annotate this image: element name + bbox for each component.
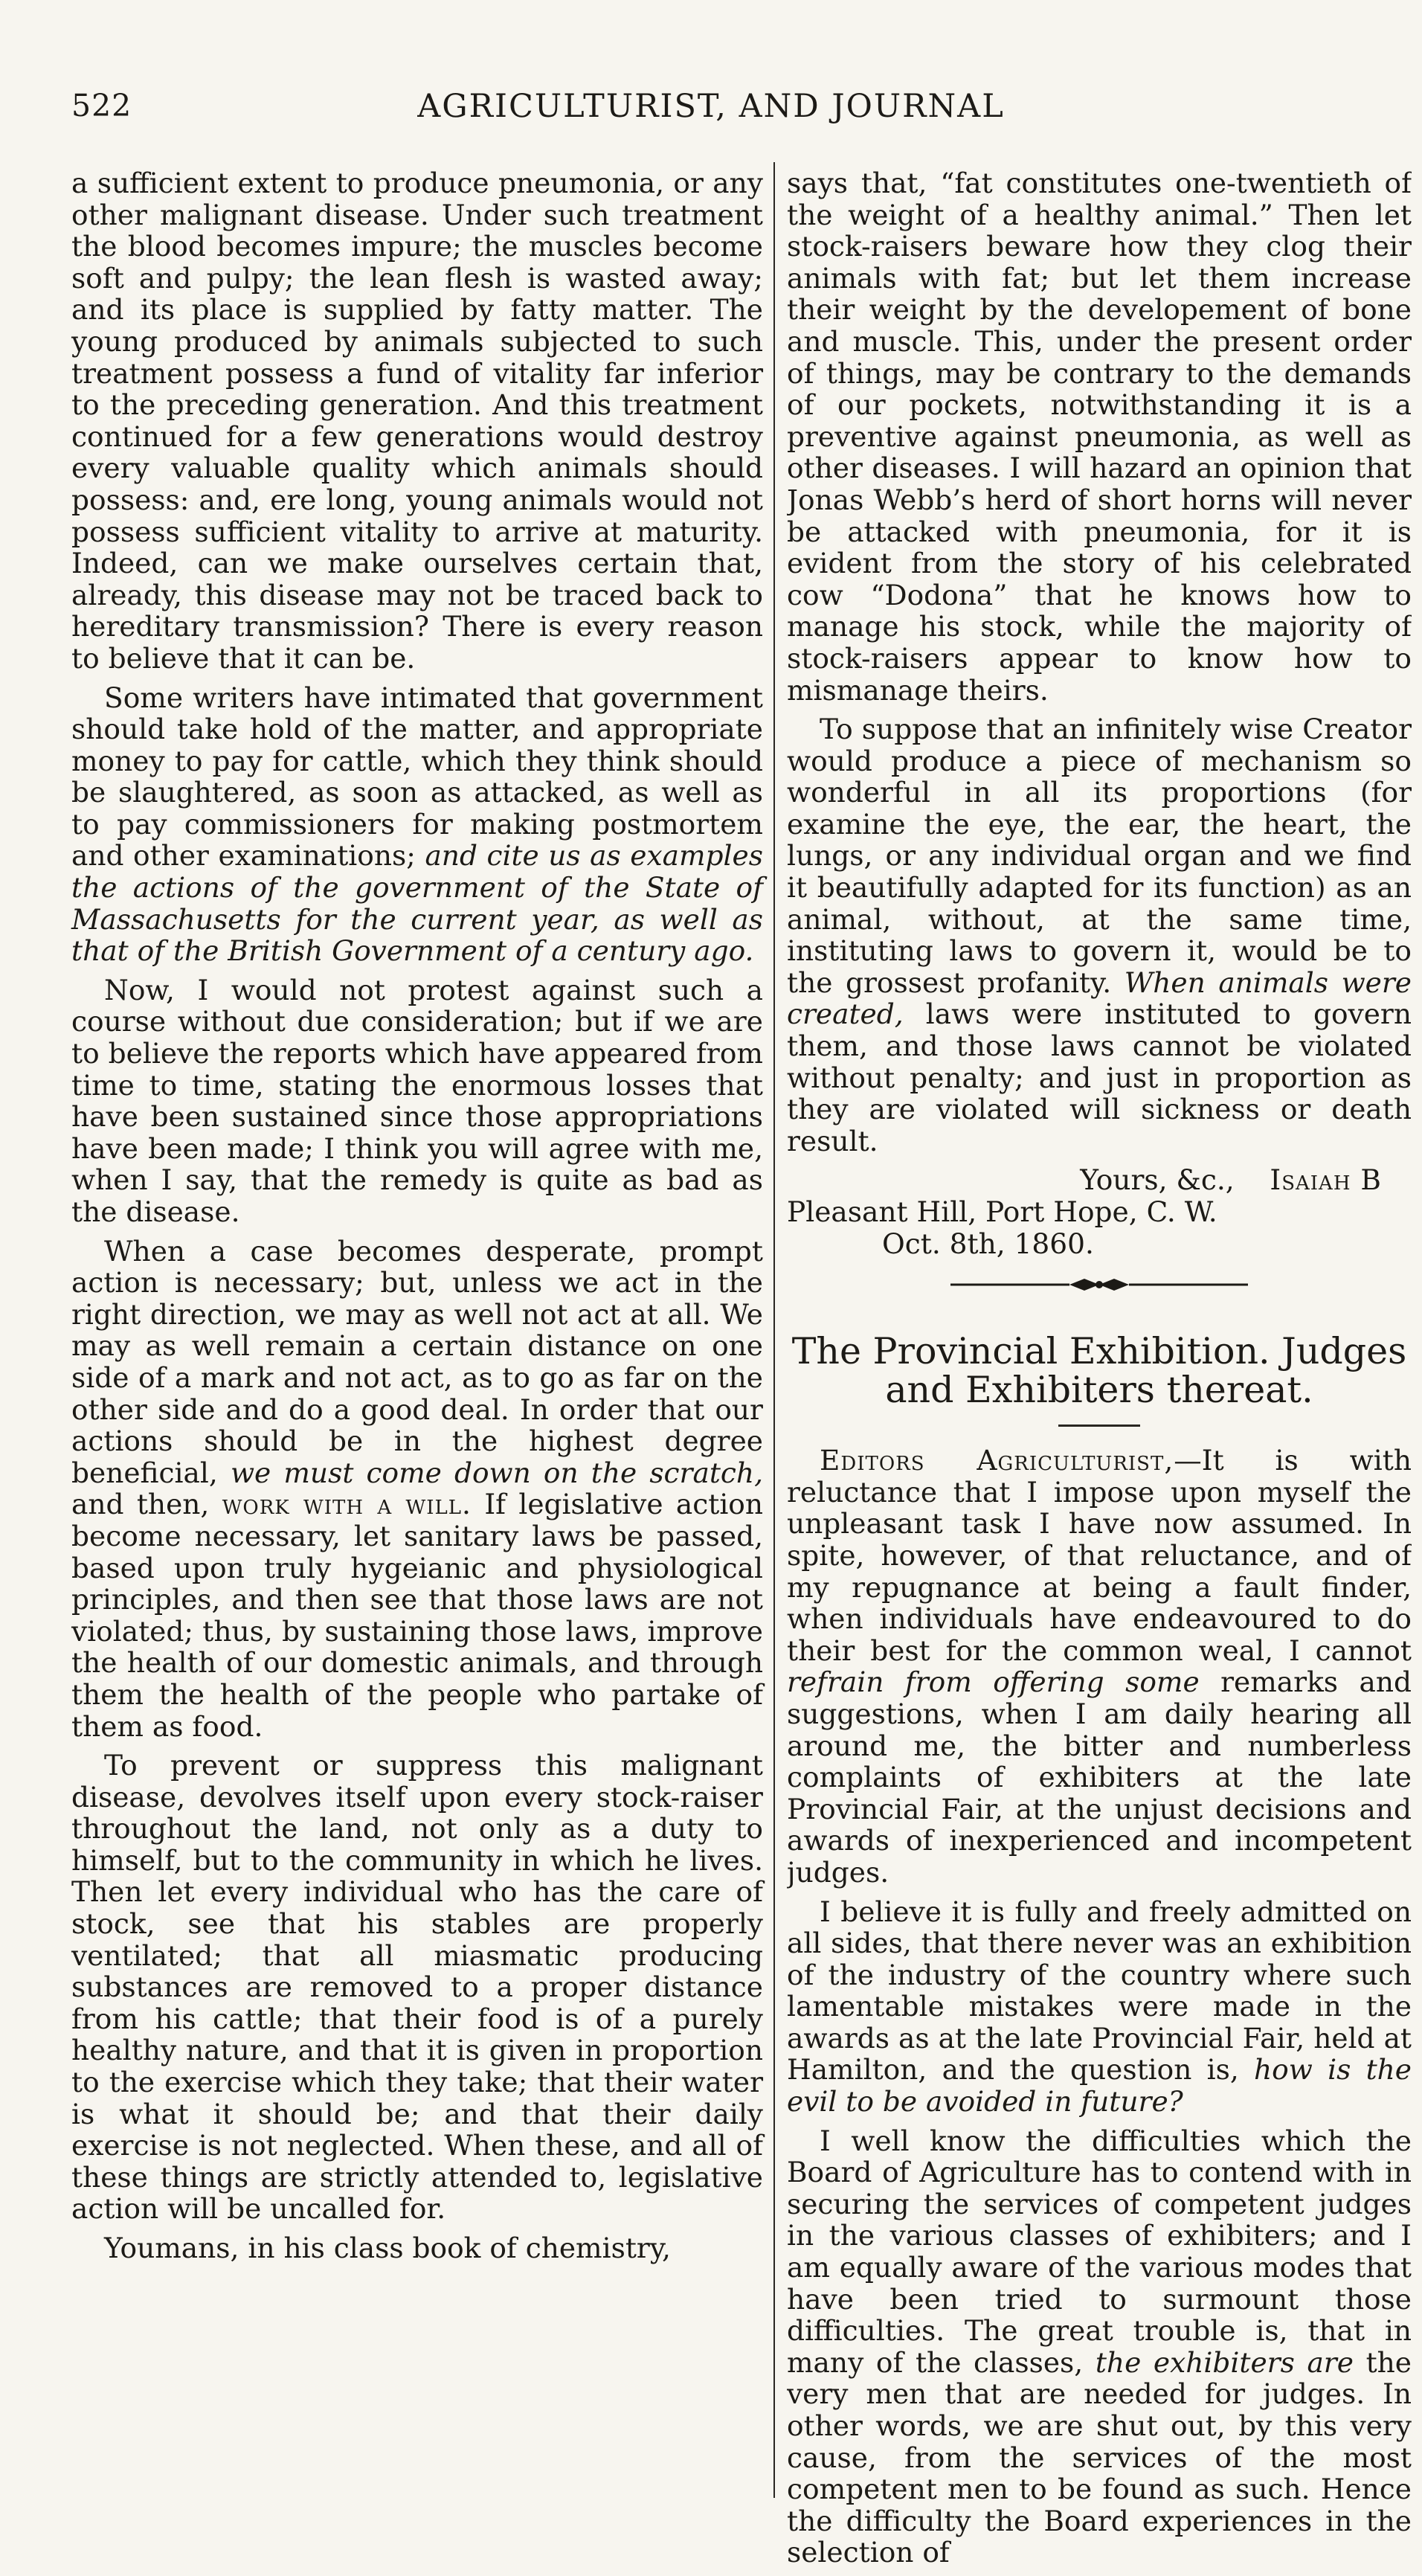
right-p2-a: To suppose that an infinitely wise Creator would produce a piece of mechanism so wonderful in all its proportions (for examine the eye, the ear, the heart, the lungs, or any individual organ and we find it beautifully adapted for its function) as an animal, without, at the same time, instituting laws to govern it, would be to the grossest profanity. (787, 713, 1412, 999)
signature-yours: Yours, &c., (1080, 1163, 1235, 1197)
article-title: The Provincial Exhibition. Judges and Exhibiters thereat. (791, 1330, 1407, 1412)
left-paragraph-6: Youmans, in his class book of chemistry, (104, 2232, 671, 2264)
right-p4-italic: how is the evil to be avoided in future? (787, 2053, 1412, 2119)
ornament-divider-icon (787, 1274, 1412, 1295)
left-paragraph-3: Now, I would not protest against such a course without due consideration; but if we are to believe the reports which have appeared from time to time, stating the enormous losses that have been sustained since those appropriations have been made; I think you will agree with me, when I say, that the remedy is quite as bad as the disease. (71, 973, 763, 1228)
right-p3-italic: refrain from offering some (787, 1666, 1200, 1699)
right-p3-caps: Editors Agriculturist, (820, 1444, 1174, 1477)
right-paragraph-2 (787, 713, 1412, 1157)
right-p5-b: the very men that are needed for judges. In other words, we are shut out, by this very cause, from the services of the most competent men to be found as such. Hence the difficulty the Board experiences in the selection of (787, 2345, 1412, 2569)
right-paragraph-3 (787, 1445, 1412, 1888)
left-p4-b: and then, (71, 1488, 210, 1521)
left-p2-italic: and cite us as examples the actions of the government of the State of Massachusetts for the current year, as well as that of the British Government of a century ago. (71, 839, 763, 968)
left-p2-text: Some writers have intimated that government should take hold of the matter, and appropriate money to pay for cattle, which they think should be slaughtered, as soon as attacked, as well as to pay commissioners for making postmortem and other examinations; (71, 681, 763, 873)
left-p4-italic: we must come down on the scratch, (230, 1456, 763, 1489)
left-paragraph-5: To prevent or suppress this malignant disease, devolves itself upon every stock-raiser throughout the land, not only as a duty to himself, but to the community in which he lives. Then let every individual who has the care of stock, see that his stables are properly ventilated; that all miasmatic producing substances are removed to a proper distance from his cattle; that their food is of a purely healthy nature, and that it is given in proportion to the exercise which they take; that their water is what it should be; and that their daily exercise is not neglected. When these, and all of these things are strictly attended to, legislative action will be uncalled for. (71, 1749, 763, 2226)
left-paragraph-1: a sufficient extent to produce pneumonia, or any other malignant disease. Under such treatment the blood becomes impure; the muscles become soft and pulpy; the lean flesh is wasted away; and its place is supplied by fatty matter. The young produced by animals subjected to such treatment possess a fund of vitality far inferior to the preceding generation. And this treatment continued for a few generations would destroy every valuable quality which animals should possess: and, ere long, young animals would not possess sufficient vitality to arrive at maturity. Indeed, can we make ourselves certain that, already, this disease may not be traced back to hereditary transmission? There is every reason to believe that it can be. (71, 167, 763, 675)
left-p4-a: When a case becomes desperate, prompt action is necessary; but, unless we act in the right direction, we may as well not act at all. We may as well remain a certain distance on one side of a mark and not act, as to go as far on the other side and do a good deal. In order that our actions should be in the highest degree beneficial, (71, 1234, 763, 1489)
right-p4-a: I believe it is fully and freely admitted on all sides, that there never was an exhibition of the industry of the country where such lamentable mistakes were made in the awards as at the late Provincial Fair, held at Hamilton, and the question is, (787, 1895, 1412, 2087)
right-p5-a: I well know the difficulties which the Board of Agriculture has to contend with in securing the services of competent judges in the various classes of exhibiters; and I am equally aware of the various modes that have been tried to surmount those difficulties. The great trouble is, that in many of the classes, (787, 2124, 1412, 2379)
right-p5-italic: the exhibiters are (1095, 2345, 1354, 2379)
right-paragraph-5 (787, 2125, 1412, 2569)
page-number: 522 (71, 88, 132, 123)
signature-date: Oct. 8th, 1860. (882, 1227, 1094, 1260)
right-p2-b: laws were instituted to govern them, and those laws cannot be violated without penalty; and just in proportion as they are violated will sickness or death result. (787, 998, 1412, 1157)
right-p2-italic: When animals were created, (787, 966, 1412, 1031)
left-p4-c: If legislative action become necessary, let sanitary laws be passed, based upon truly hygeianic and physiological principles, and then see that those laws are not violated; thus, by sustaining those laws, improve the health of our domestic animals, and through them the health of the people who partake of them as food. (71, 1488, 764, 1743)
left-paragraph-2 (71, 682, 763, 967)
left-column (71, 167, 763, 2272)
right-column (787, 167, 1412, 2576)
right-p3-b: remarks and suggestions, when I am daily hearing all around me, the bitter and numberless complaints of exhibiters at the late Provincial Fair, at the unjust decisions and awards of inexperienced and incompetent judges. (787, 1666, 1412, 1889)
running-head: AGRICULTURIST, AND JOURNAL (417, 88, 1005, 125)
right-paragraph-1: says that, “fat constitutes one-twentieth of the weight of a healthy animal.” Then let stock-raisers beware how they clog their animals with fat; but let them increase their weight by the developement of bone and muscle. This, under the present order of things, may be contrary to the demands of our pockets, notwithstanding it is a preventive against pneumonia, as well as other diseases. I will hazard an opinion that Jonas Webb’s herd of short horns will never be attacked with pneumonia, for it is evident from the story of his celebrated cow “Dodona” that he knows how to manage his stock, while the majority of stock-raisers appear to know how to mismanage theirs. (787, 167, 1412, 707)
left-p4-caps: work with a will. (222, 1488, 472, 1521)
right-p3-a: —It is with reluctance that I impose upon myself the unpleasant task I have now assumed. In spite, however, of that reluctance, and of my repugnance at being a fault finder, when individuals have endeavoured to do their best for the common weal, I cannot (787, 1444, 1412, 1667)
column-rule (773, 162, 775, 2498)
title-rule (1058, 1424, 1140, 1427)
signature-line (787, 1164, 1412, 1196)
right-paragraph-4 (787, 1896, 1412, 2118)
left-paragraph-4 (71, 1236, 763, 1743)
signature-place: Pleasant Hill, Port Hope, C. W. (787, 1195, 1217, 1228)
signature-name: Isaiah B (1270, 1163, 1382, 1197)
